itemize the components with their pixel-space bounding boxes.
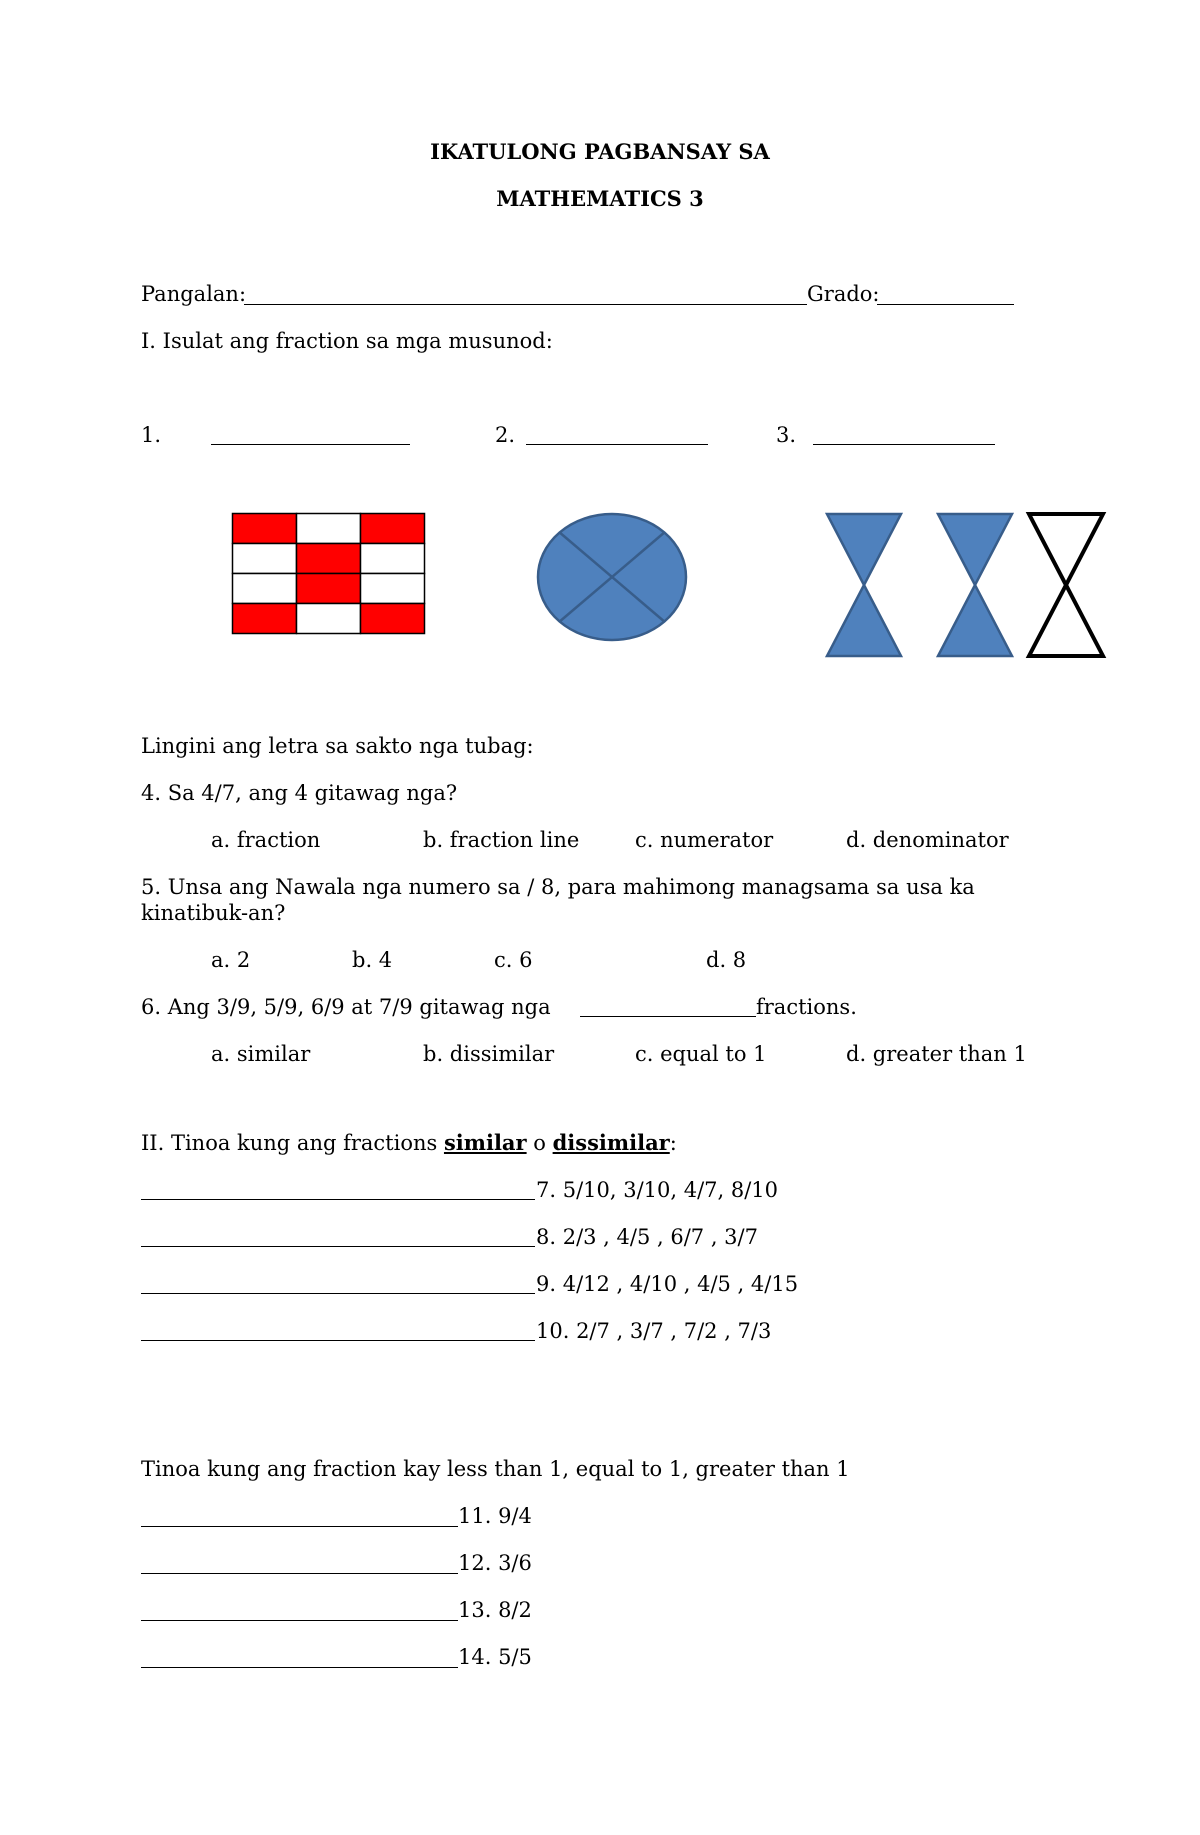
item-7: 7. 5/10, 3/10, 4/7, 8/10 bbox=[536, 1178, 779, 1202]
hourglass-bottom-triangle bbox=[938, 585, 1012, 656]
question-6-choice-b[interactable]: b. dissimilar bbox=[423, 1042, 555, 1066]
item-14: 14. 5/5 bbox=[458, 1645, 532, 1669]
item-2-blank[interactable] bbox=[526, 444, 708, 445]
section2-heading-suffix: : bbox=[669, 1131, 677, 1155]
item-8: 8. 2/3 , 4/5 , 6/7 , 3/7 bbox=[536, 1225, 758, 1249]
similar-keyword: similar bbox=[443, 1130, 527, 1155]
item-7-blank[interactable] bbox=[141, 1199, 535, 1200]
grid-cell-unshaded bbox=[297, 514, 361, 544]
section1-heading: I. Isulat ang fraction sa mga musunod: bbox=[141, 329, 553, 353]
question-4-choice-c[interactable]: c. numerator bbox=[635, 828, 774, 852]
question-6-choice-c[interactable]: c. equal to 1 bbox=[635, 1042, 767, 1066]
grid-cell-unshaded bbox=[361, 544, 425, 574]
grid-cell-unshaded bbox=[297, 604, 361, 634]
name-label: Pangalan: bbox=[141, 282, 247, 306]
item-13-blank[interactable] bbox=[141, 1620, 458, 1621]
question-6-choice-a[interactable]: a. similar bbox=[211, 1042, 311, 1066]
item-9-blank[interactable] bbox=[141, 1293, 535, 1294]
item-9: 9. 4/12 , 4/10 , 4/5 , 4/15 bbox=[536, 1272, 799, 1296]
item-11: 11. 9/4 bbox=[458, 1504, 532, 1528]
question-4-choice-d[interactable]: d. denominator bbox=[846, 828, 1009, 852]
question-4-choice-a[interactable]: a. fraction bbox=[211, 828, 321, 852]
item-2-number: 2. bbox=[495, 423, 516, 447]
hourglass-shaded-2 bbox=[938, 514, 1012, 656]
question-6-choice-d[interactable]: d. greater than 1 bbox=[846, 1042, 1027, 1066]
hourglass-unshaded bbox=[1029, 514, 1103, 656]
question-5-choice-d[interactable]: d. 8 bbox=[706, 948, 747, 972]
item-3-number: 3. bbox=[776, 423, 797, 447]
item-14-blank[interactable] bbox=[141, 1667, 458, 1668]
grade-blank[interactable] bbox=[877, 304, 1014, 305]
grid-cell-unshaded bbox=[361, 574, 425, 604]
question-6-blank[interactable] bbox=[580, 1016, 756, 1017]
section3-heading: Tinoa kung ang fraction kay less than 1, equal to 1, greater than 1 bbox=[141, 1457, 850, 1481]
item-12-blank[interactable] bbox=[141, 1573, 458, 1574]
question-4: 4. Sa 4/7, ang 4 gitawag nga? bbox=[141, 781, 458, 805]
item-1-blank[interactable] bbox=[211, 444, 410, 445]
mc-instruction: Lingini ang letra sa sakto nga tubag: bbox=[141, 734, 534, 758]
fraction-hourglass-figure bbox=[825, 512, 1105, 660]
section2-heading bbox=[141, 1130, 677, 1156]
section2-heading-prefix: II. Tinoa kung ang fractions bbox=[141, 1131, 444, 1155]
grid-cell-shaded bbox=[361, 604, 425, 634]
grid-cell-shaded bbox=[297, 544, 361, 574]
item-11-blank[interactable] bbox=[141, 1526, 458, 1527]
question-6-part2: fractions. bbox=[756, 995, 857, 1019]
question-4-choice-b[interactable]: b. fraction line bbox=[423, 828, 580, 852]
grid-cell-unshaded bbox=[233, 544, 297, 574]
item-8-blank[interactable] bbox=[141, 1246, 535, 1247]
question-5-choice-a[interactable]: a. 2 bbox=[211, 948, 251, 972]
item-13: 13. 8/2 bbox=[458, 1598, 532, 1622]
hourglass-top-triangle bbox=[827, 514, 901, 585]
grade-label: Grado: bbox=[807, 282, 880, 306]
question-6-part1: 6. Ang 3/9, 5/9, 6/9 at 7/9 gitawag nga bbox=[141, 995, 551, 1019]
item-12: 12. 3/6 bbox=[458, 1551, 532, 1575]
fraction-circle-figure bbox=[536, 512, 688, 642]
dissimilar-keyword: dissimilar bbox=[552, 1130, 670, 1155]
question-5-line1: 5. Unsa ang Nawala nga numero sa / 8, para mahimong managsama sa usa ka bbox=[141, 875, 975, 899]
grid-cell-shaded bbox=[233, 604, 297, 634]
item-10-blank[interactable] bbox=[141, 1340, 535, 1341]
section2-heading-or: o bbox=[526, 1131, 553, 1155]
worksheet-title-line1: IKATULONG PAGBANSAY SA bbox=[430, 139, 770, 164]
grid-cell-shaded bbox=[297, 574, 361, 604]
hourglass-top-triangle bbox=[1029, 514, 1103, 585]
hourglass-top-triangle bbox=[938, 514, 1012, 585]
name-blank[interactable] bbox=[244, 304, 807, 305]
grid-cell-shaded bbox=[361, 514, 425, 544]
worksheet-title-line2: MATHEMATICS 3 bbox=[496, 186, 704, 211]
item-3-blank[interactable] bbox=[813, 444, 995, 445]
question-5-line2: kinatibuk-an? bbox=[141, 901, 286, 925]
fraction-grid-figure bbox=[231, 512, 426, 636]
hourglass-bottom-triangle bbox=[1029, 585, 1103, 656]
grid-cell-unshaded bbox=[233, 574, 297, 604]
hourglass-shaded-1 bbox=[827, 514, 901, 656]
grid-cell-shaded bbox=[233, 514, 297, 544]
question-5-choice-b[interactable]: b. 4 bbox=[352, 948, 393, 972]
item-1-number: 1. bbox=[141, 423, 162, 447]
item-10: 10. 2/7 , 3/7 , 7/2 , 7/3 bbox=[536, 1319, 772, 1343]
hourglass-bottom-triangle bbox=[827, 585, 901, 656]
question-5-choice-c[interactable]: c. 6 bbox=[494, 948, 533, 972]
